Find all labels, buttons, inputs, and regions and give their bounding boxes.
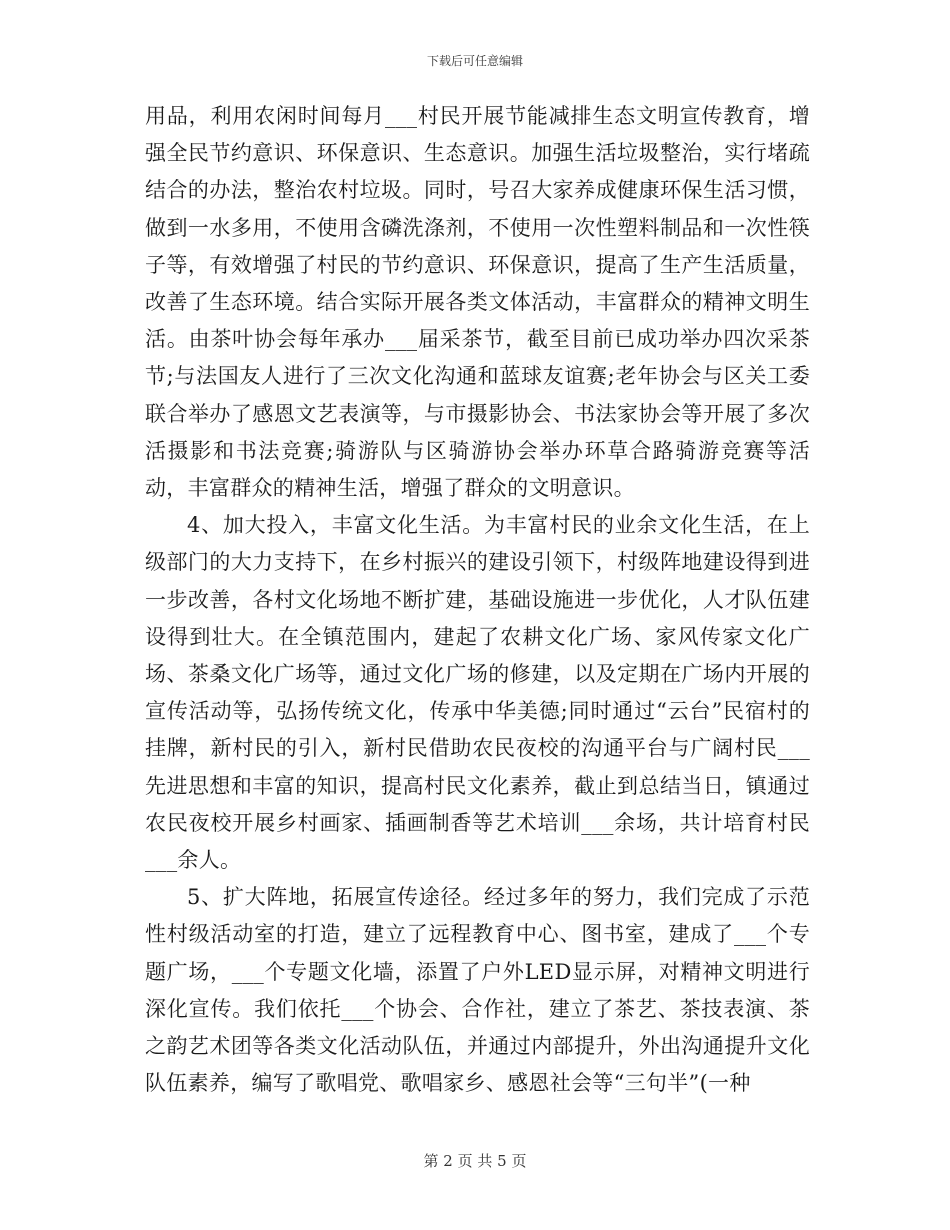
paragraph-item-5: 5、扩大阵地，拓展宣传途径。经过多年的努力，我们完成了示范性村级活动室的打造，建立了远程教育中心、图书室，建成了___个专题广场，___个专题文化墙，添置了户外LED显示屏，对精神文明进行深化宣传。我们依托___个协会、合作社，建立了茶艺、茶技表演、茶之韵艺术团等各类文化活动队伍，并通过内部提升，外出沟通提升文化队伍素养，编写了歌唱党、歌唱家乡、感恩社会等“三句半”(一种 [145, 885, 810, 1096]
page-number: 第 2 页 共 5 页 [423, 1152, 527, 1170]
page-header-note: 下载后可任意编辑 [426, 54, 523, 68]
paragraph-continued: 用品，利用农闲时间每月___村民开展节能减排生态文明宣传教育，增强全民节约意识、环保意识、生态意识。加强生活垃圾整治，实行堵疏结合的办法，整治农村垃圾。同时，号召大家养成健康环保生活习惯，做到一水多用，不使用含磷洗涤剂，不使用一次性塑料制品和一次性筷子等，有效增强了村民的节约意识、环保意识，提高了生产生活质量，改善了生态环境。结合实际开展各类文体活动，丰富群众的精神文明生活。由茶叶协会每年承办___届采茶节，截至目前已成功举办四次采茶节;与法国友人进行了三次文化沟通和蓝球友谊赛;老年协会与区关工委联合举办了感恩文艺表演等，与市摄影协会、书法家协会等开展了多次活摄影和书法竞赛;骑游队与区骑游协会举办环草合路骑游竞赛等活动，丰富群众的精神生活，增强了群众的文明意识。 [145, 104, 810, 501]
document-body [145, 98, 810, 1102]
paragraph-item-4: 4、加大投入，丰富文化生活。为丰富村民的业余文化生活，在上级部门的大力支持下，在乡村振兴的建设引领下，村级阵地建设得到进一步改善，各村文化场地不断扩建，基础设施进一步优化，人才队伍建设得到壮大。在全镇范围内，建起了农耕文化广场、家风传家文化广场、茶桑文化广场等，通过文化广场的修建，以及定期在广场内开展的宣传活动等，弘扬传统文化，传承中华美德;同时通过“云台”民宿村的挂牌，新村民的引入，新村民借助农民夜校的沟通平台与广阔村民___先进思想和丰富的知识，提高村民文化素养，截止到总结当日，镇通过农民夜校开展乡村画家、插画制香等艺术培训___余场，共计培育村民___余人。 [145, 513, 810, 873]
